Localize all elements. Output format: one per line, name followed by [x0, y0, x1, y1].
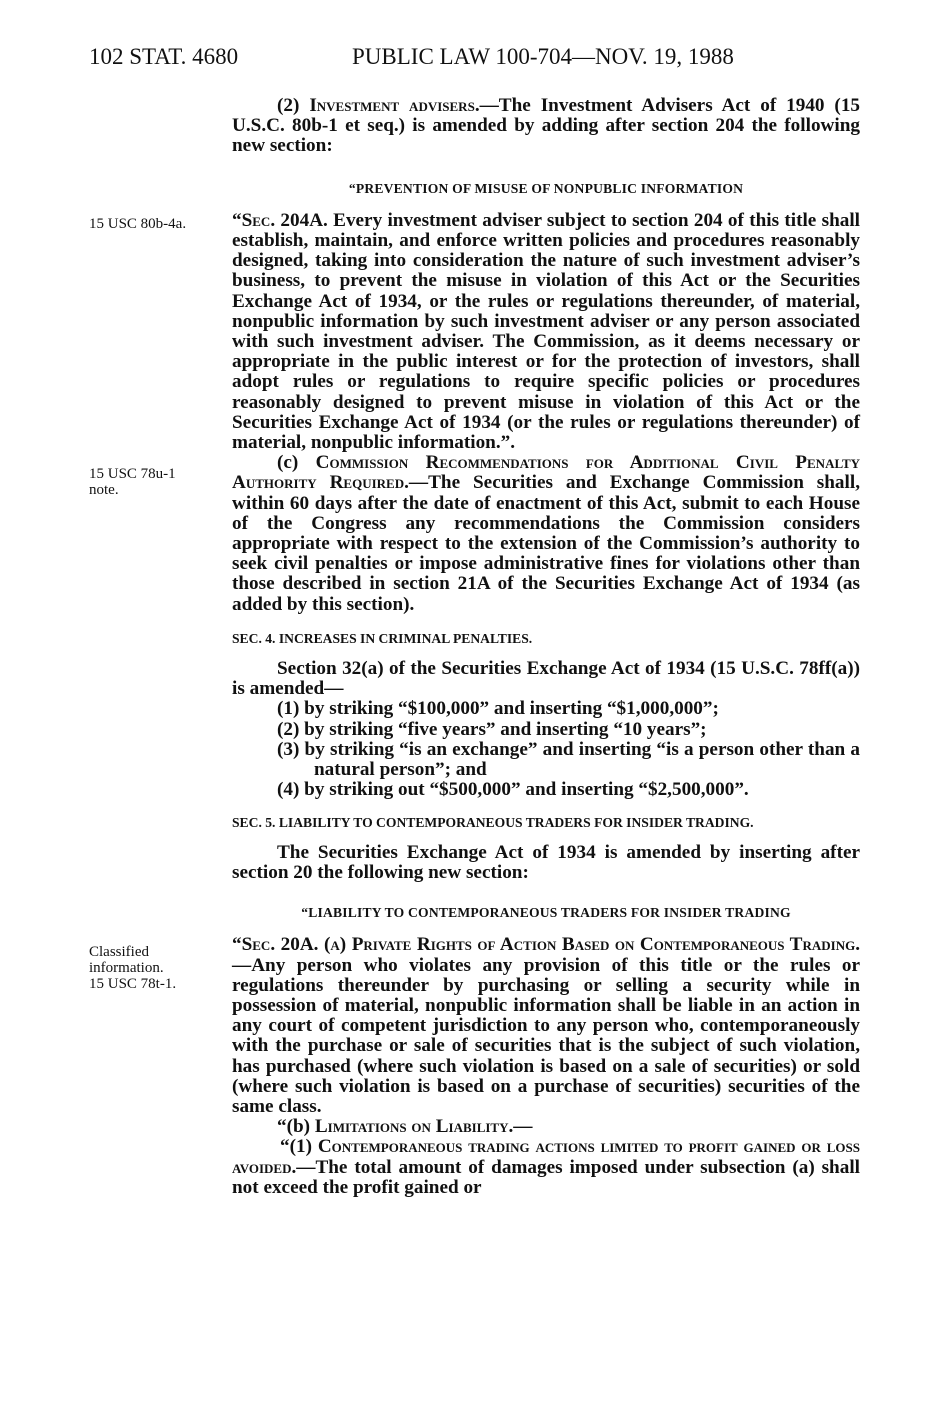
- paragraph-investment-advisers: [232, 96, 860, 157]
- para-heading: Limitations on Liability: [314, 1116, 509, 1138]
- section-heading-liability: “LIABILITY TO CONTEMPORANEOUS TRADERS FOR INSIDER TRADING: [301, 905, 791, 921]
- para-heading: Commission Recommendations for Additional Civil Penalty Authority Required: [232, 452, 860, 494]
- para-text: .—The total amount of damages imposed under subsection (a) shall not exceed the profit gained or: [232, 1156, 860, 1198]
- margin-note-text: information.: [89, 960, 164, 976]
- margin-note-text: 15 USC 78t-1.: [89, 976, 177, 992]
- para-heading: Contemporaneous trading actions limited to profit gained or loss avoided: [232, 1136, 860, 1178]
- page-running-title: PUBLIC LAW 100-704—NOV. 19, 1988: [352, 44, 734, 69]
- list-item: (3) by striking “is an exchange” and inserting “is a person other than a natural person”; and: [277, 738, 860, 781]
- margin-note-text: 15 USC 78u-1: [89, 466, 176, 482]
- section-lead: “Sec. 20A. (a): [232, 934, 352, 956]
- paragraph-sec-20a: [232, 935, 860, 1117]
- paragraph-limitations: [232, 1117, 860, 1137]
- margin-note-text: note.: [89, 482, 119, 498]
- para-text: .—The Investment Advisers Act of 1940 (15 U.S.C. 80b-1 et seq.) is amended by adding after section 204 the following new section:: [232, 95, 861, 157]
- margin-note-78t-1: [89, 944, 176, 992]
- section-heading-prevention: “PREVENTION OF MISUSE OF NONPUBLIC INFORMATION: [348, 180, 744, 196]
- page-stat-number: 102 STAT. 4680: [89, 44, 239, 69]
- para-text: .—Any person who violates any provision of this title or the rules or regulations thereunder by purchasing or selling a security while in possession of material, nonpublic information shall be liable in an action in any court of competent jurisdiction to any person who, contemporaneously with the purchase or sale of securities that is the subject of such violation, has purchased (where such violation is based on a sale of securities) or sold (where such violation is based on a purchase of securities) securities of the same class.: [232, 934, 860, 1117]
- margin-note-text: Classified: [89, 944, 149, 960]
- margin-note-78u-1: [89, 466, 176, 498]
- main-text: [232, 96, 860, 1198]
- para-number: “(1): [280, 1136, 318, 1158]
- para-text: .—The Securities and Exchange Commission shall, within 60 days after the date of enactment of this Act, submit to each House of the Congress any recommendations the Commission considers appropriate with respect to the extension of the Commission’s authority to seek civil penalties or impose administrative fines for violations other than those described in section 21A of the Securities Exchange Act of 1934 (as added by this section).: [232, 472, 860, 615]
- para-heading: Investment advisers: [309, 95, 475, 116]
- para-heading: Private Rights of Action Based on Contemporaneous Trading: [351, 934, 856, 956]
- list-item: (4) by striking out “$500,000” and inserting “$2,500,000”.: [277, 779, 749, 801]
- para-number: (2): [277, 95, 310, 116]
- list-item: (2) by striking “five years” and inserting “10 years”;: [277, 718, 707, 740]
- paragraph-sec5-intro: The Securities Exchange Act of 1934 is amended by inserting after section 20 the following new section:: [232, 841, 860, 883]
- section-heading-sec5: SEC. 5. LIABILITY TO CONTEMPORANEOUS TRADERS FOR INSIDER TRADING.: [232, 814, 754, 830]
- section-lead: “Sec. 204A.: [232, 209, 328, 231]
- para-number: (c): [277, 452, 316, 474]
- list-item: (1) by striking “$100,000” and inserting “$1,000,000”;: [277, 698, 719, 720]
- section-heading-sec4: SEC. 4. INCREASES IN CRIMINAL PENALTIES.: [232, 630, 533, 646]
- margin-note-text: 15 USC 80b-4a.: [89, 216, 187, 232]
- paragraph-sec-204a: [232, 211, 860, 453]
- para-number: “(b): [277, 1116, 315, 1138]
- paragraph-contemporaneous-trading: [232, 1137, 860, 1198]
- para-text: Every investment adviser subject to section 204 of this title shall establish, maintain, and enforce written policies and procedures reasonably designed, taking into consideration the nature of such investment adviser’s business, to prevent the misuse in violation of this Act or the Securities Exchange Act of 1934, or the rules or regulations thereunder, of material, nonpublic information by such investment adviser or any person associated with such investment adviser. The Commission, as it deems necessary or appropriate in the public interest or for the protection of investors, shall adopt rules or regulations to require specific policies or procedures reasonably designed to prevent misuse in violation of this Act or the Securities Exchange Act of 1934 (or the rules or regulations thereunder) of material, nonpublic information.”.: [232, 209, 860, 454]
- paragraph-section-32a: Section 32(a) of the Securities Exchange Act of 1934 (15 U.S.C. 78ff(a)) is amended—: [232, 658, 860, 700]
- para-text: .—: [508, 1116, 533, 1138]
- paragraph-commission-recommendations: [232, 453, 860, 615]
- margin-note-80b-4a: [89, 216, 186, 232]
